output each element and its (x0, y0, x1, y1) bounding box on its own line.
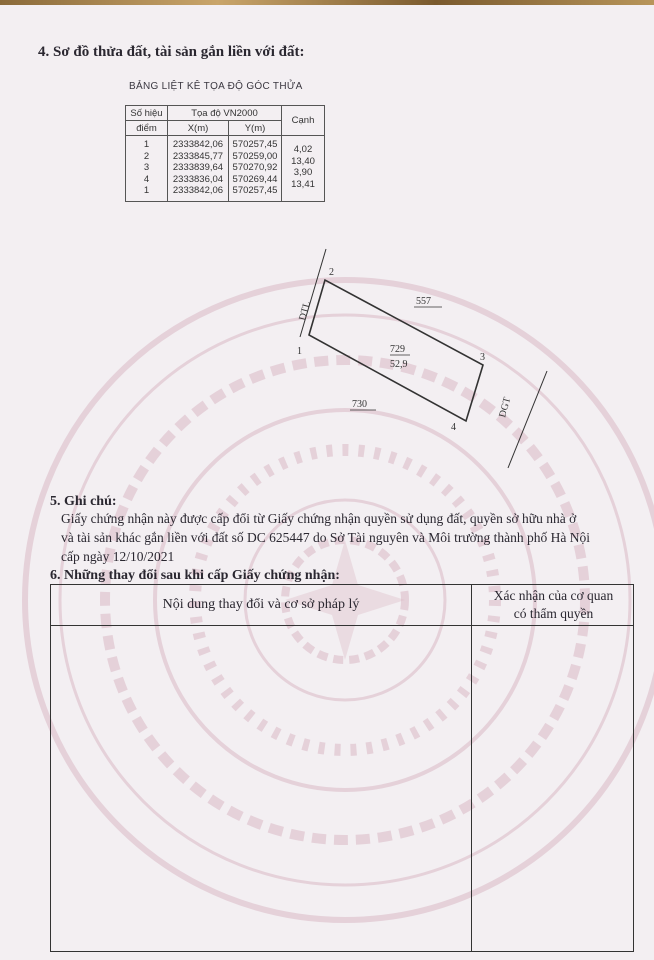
y-cell: 570257,45 (232, 139, 278, 150)
parcel-number: 729 (390, 344, 405, 355)
edge-cell: 3,90 (293, 167, 313, 178)
y-cell: 570259,00 (232, 150, 278, 162)
x-cell: 2333842,06 (172, 139, 224, 150)
note-line-2: và tài sản khác gắn liền với đất số DC 625447 do Sở Tài nguyên và Môi trường thành phố Hà Nội (61, 530, 591, 545)
header-point-2: điểm (126, 121, 168, 136)
vertex-label-2: 2 (329, 267, 334, 278)
y-cell: 570257,45 (232, 185, 278, 196)
coordinate-table-caption: BẢNG LIỆT KÊ TỌA ĐỘ GÓC THỬA (129, 81, 303, 92)
x-cell: 2333845,77 (172, 150, 224, 162)
road-label-left: DTL (297, 300, 313, 322)
header-point: Số hiệu (126, 106, 168, 121)
vertex-label-3: 3 (480, 352, 485, 363)
edge-cell: 13,41 (291, 178, 315, 190)
edge-cell: 4,02 (293, 144, 313, 155)
confirmation-column-header (472, 587, 635, 623)
point-cell: 1 (143, 139, 150, 150)
changes-column-header: Nội dung thay đổi và cơ sở pháp lý (162, 597, 360, 612)
header-x: X(m) (168, 121, 229, 136)
section-6-title: 6. Những thay đổi sau khi cấp Giấy chứng nhận: (50, 568, 340, 583)
header-system: Tọa độ VN2000 (168, 106, 282, 121)
header-y: Y(m) (229, 121, 282, 136)
x-cell: 2333839,64 (172, 162, 224, 173)
road-dgt-line (508, 371, 547, 468)
header-edge: Cạnh (282, 106, 325, 136)
vertex-label-4: 4 (451, 422, 456, 433)
note-line-1: Giấy chứng nhận này được cấp đổi từ Giấy chứng nhận quyền sử dụng đất, quyền sở hữu nhà ở (61, 511, 577, 526)
confirmation-header-line-1: Xác nhận của cơ quan (493, 588, 614, 603)
y-cell: 570269,44 (232, 173, 278, 185)
point-cell: 1 (143, 185, 150, 196)
point-cell: 4 (143, 173, 150, 185)
point-cell: 3 (143, 162, 150, 173)
edge-cell: 13,40 (291, 155, 315, 167)
neighbor-parcel-top: 557 (416, 296, 431, 307)
section-4-title: 4. Sơ đồ thửa đất, tài sản gắn liền với đất: (38, 44, 305, 60)
y-cell: 570270,92 (232, 162, 278, 173)
confirmation-header-line-2: có thẩm quyền (513, 606, 594, 621)
x-cell: 2333842,06 (172, 185, 224, 196)
point-cell: 2 (143, 150, 150, 162)
note-line-3: cấp ngày 12/10/2021 (61, 549, 175, 564)
road-label-right: DGT (497, 396, 514, 419)
x-cell: 2333836,04 (172, 173, 224, 185)
changes-table-header-divider (51, 625, 633, 626)
changes-table (50, 584, 634, 952)
neighbor-parcel-bottom: 730 (352, 399, 367, 410)
section-5-title: 5. Ghi chú: (50, 494, 117, 509)
changes-table-column-divider (471, 585, 472, 951)
vertex-label-1: 1 (297, 346, 302, 357)
parcel-area: 52,9 (390, 359, 408, 370)
